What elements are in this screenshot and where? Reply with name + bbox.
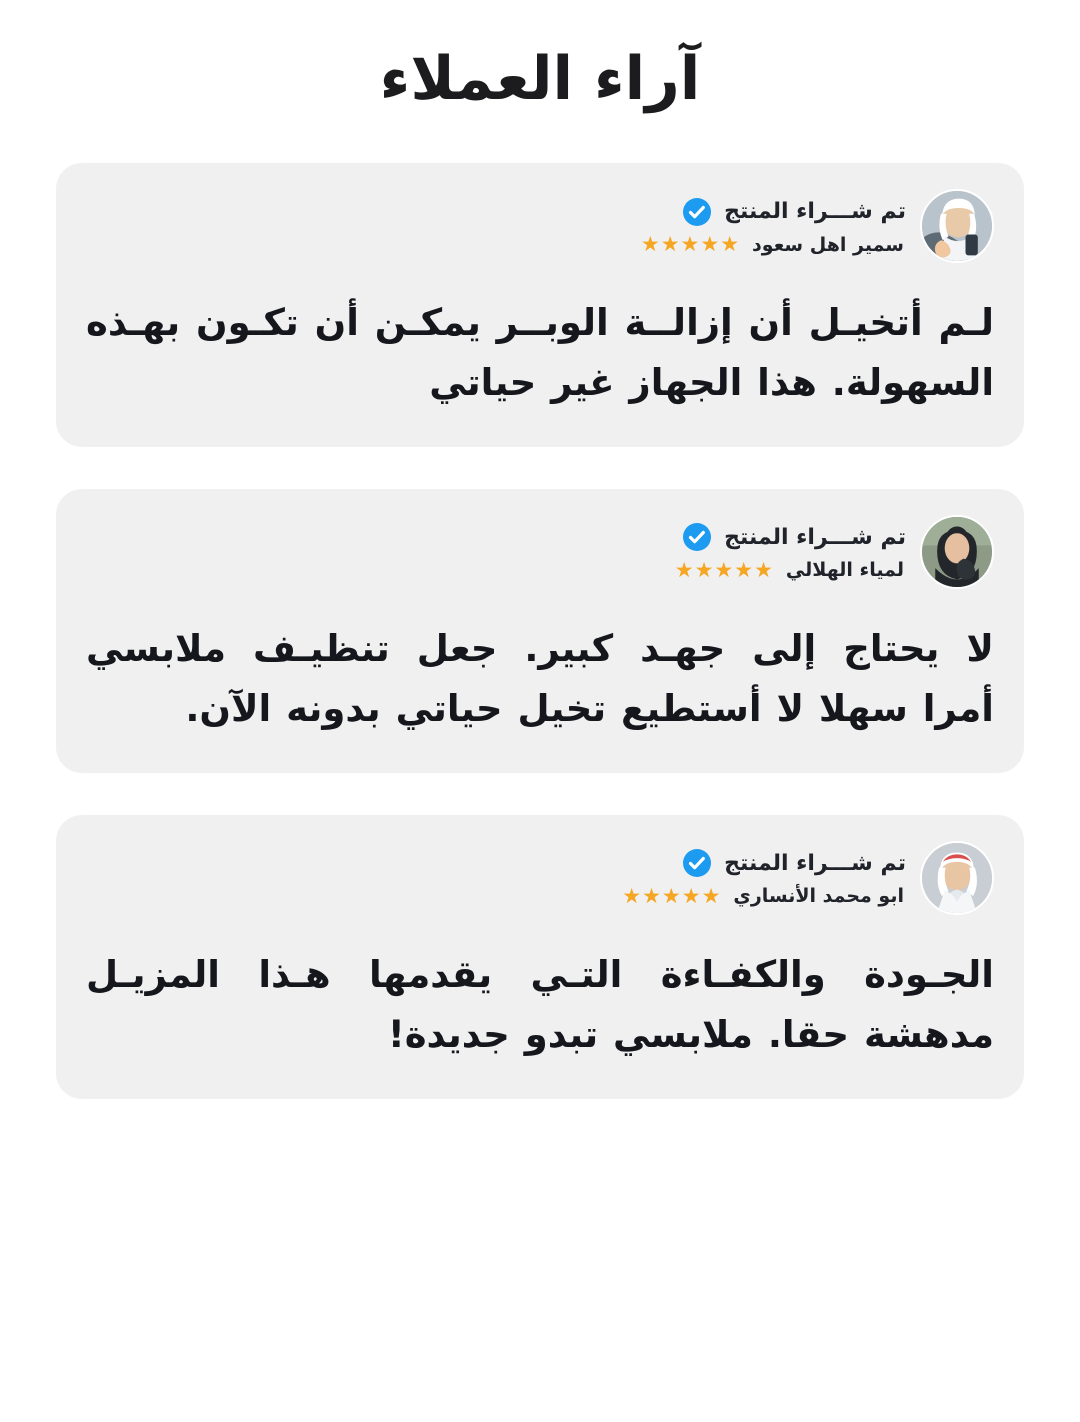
review-text: لـم أتخيـل أن إزالــة الوبــر يمكـن أن تكـون بهـذه السهولة. هذا الجهاز غير حياتي bbox=[86, 301, 994, 404]
verified-check-icon bbox=[682, 522, 712, 552]
reviews-list bbox=[56, 163, 1024, 1099]
verified-row bbox=[682, 197, 906, 227]
verified-check-icon bbox=[682, 848, 712, 878]
review-header bbox=[86, 841, 994, 915]
review-text: الجـودة والكفـاءة التـي يقدمها هـذا المزيـل مدهشة حقا. ملابسي تبدو جديدة! bbox=[86, 952, 994, 1056]
verified-row bbox=[682, 522, 906, 552]
reviewer-name: سمير اهل سعود bbox=[752, 233, 904, 256]
review-header bbox=[86, 515, 994, 589]
verified-purchase-label: تم شـــراء المنتج bbox=[724, 850, 906, 876]
verified-purchase-label: تم شـــراء المنتج bbox=[724, 199, 906, 224]
avatar-man-ghutra bbox=[920, 841, 994, 915]
verified-check-icon bbox=[682, 197, 712, 227]
review-header-text bbox=[641, 197, 906, 256]
name-row bbox=[675, 559, 906, 581]
review-card bbox=[56, 815, 1024, 1099]
review-text: لا يحتاج إلى جهـد كبير. جعل تنظيـف ملابسي أمرا سهلا لا أستطيع تخيل حياتي بدونه الآن. bbox=[86, 626, 994, 730]
rating-stars: ★★★★★ bbox=[622, 883, 722, 908]
name-row bbox=[622, 885, 906, 907]
name-row bbox=[641, 234, 906, 256]
review-card bbox=[56, 163, 1024, 447]
review-header-text bbox=[675, 522, 906, 581]
page-title: آراء العملاء bbox=[379, 44, 701, 114]
verified-purchase-label: تم شـــراء المنتج bbox=[724, 524, 906, 550]
verified-row bbox=[682, 848, 906, 878]
review-header-text bbox=[622, 848, 906, 907]
review-card bbox=[56, 489, 1024, 773]
reviewer-name: لمياء الهلالي bbox=[785, 559, 904, 582]
review-header bbox=[86, 189, 994, 263]
rating-stars: ★★★★★ bbox=[640, 232, 741, 256]
avatar-man-thumbs-up bbox=[920, 189, 994, 263]
rating-stars: ★★★★★ bbox=[674, 557, 774, 582]
avatar-woman-hijab bbox=[920, 515, 994, 589]
reviewer-name: ابو محمد الأنساري bbox=[733, 885, 904, 908]
